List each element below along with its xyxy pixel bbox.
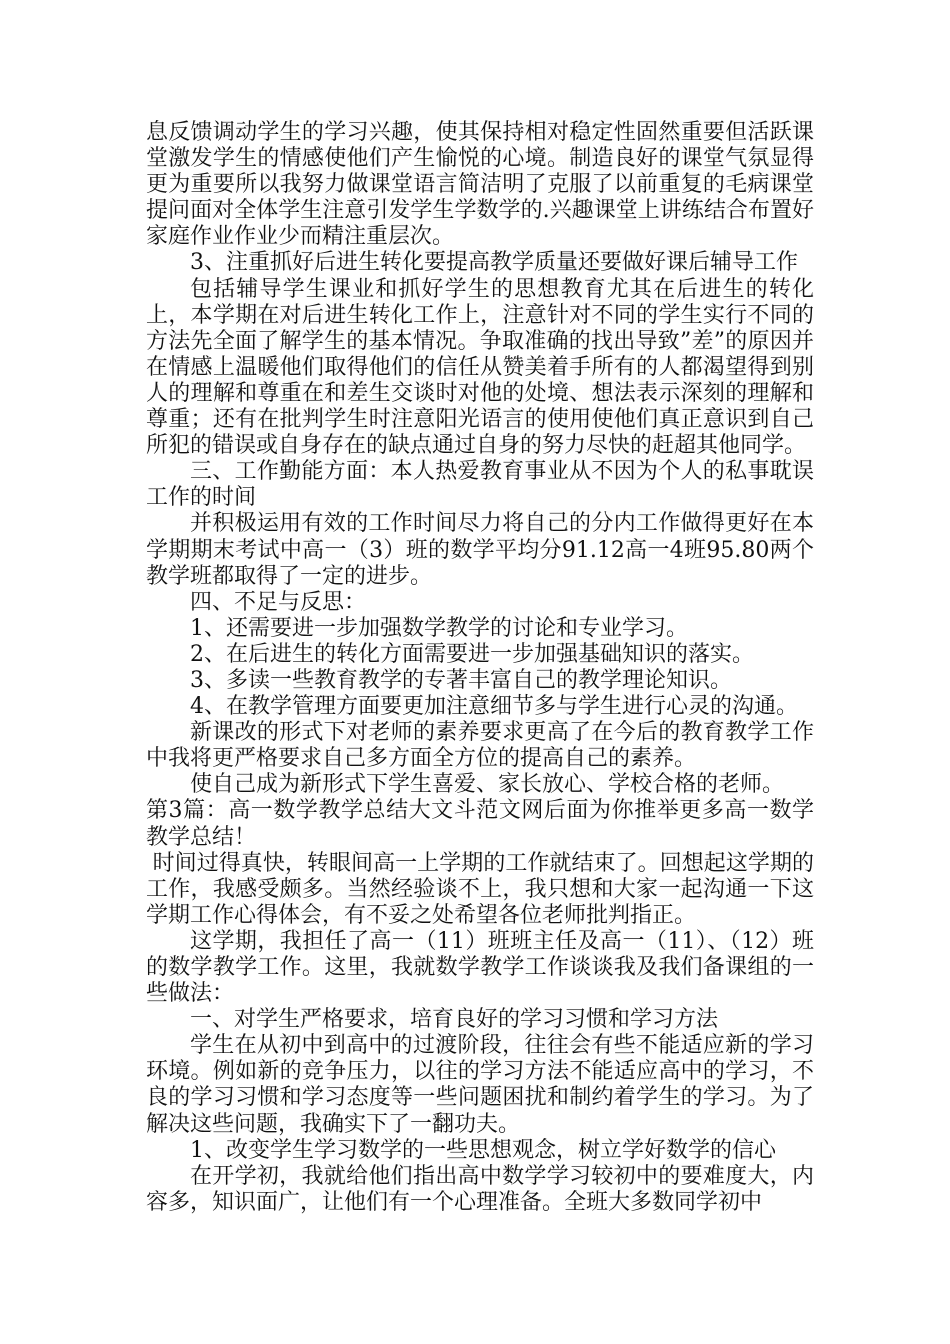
paragraph-19: 在开学初，我就给他们指出高中数学学习较初中的要难度大，内容多，知识面广，让他们有一个心理准备。全班大多数同学初中 xyxy=(146,1163,814,1215)
paragraph-8: 2、在后进生的转化方面需要进一步加强基础知识的落实。 xyxy=(190,641,754,667)
paragraph-14: 时间过得真快，转眼间高一上学期的工作就结束了。回想起这学期的工作，我感受颇多。当然经验谈不上，我只想和大家一起沟通一下这学期工作心得体会，有不妥之处希望各位老师批判指正。 xyxy=(146,850,814,928)
paragraph-3: 包括辅导学生课业和抓好学生的思想教育尤其在后进生的转化上，本学期在对后进生转化工作上，注意针对不同的学生实行不同的方法先全面了解学生的基本情况。争取准确的找出导致”差”的原因并在情感上温暖他们取得他们的信任从赞美着手所有的人都渴望得到别人的理解和尊重在和差生交谈时对他的处境、想法表示深刻的理解和尊重；还有在批判学生时注意阳光语言的使用使他们真正意识到自己所犯的错误或自身存在的缺点通过自身的努力尽快的赶超其他同学。 xyxy=(146,276,814,459)
document-body xyxy=(146,120,814,1216)
paragraph-4: 三、工作勤能方面：本人热爱教育事业从不因为个人的私事耽误工作的时间 xyxy=(146,459,814,511)
paragraph-9: 3、多读一些教育教学的专著丰富自己的教学理论知识。 xyxy=(190,667,732,693)
paragraph-10: 4、在教学管理方面要更加注意细节多与学生进行心灵的沟通。 xyxy=(190,694,798,720)
paragraph-2: 3、注重抓好后进生转化要提高教学质量还要做好课后辅导工作 xyxy=(190,250,798,276)
paragraph-16: 一、对学生严格要求，培育良好的学习习惯和学习方法 xyxy=(190,1007,719,1033)
paragraph-17: 学生在从初中到高中的过渡阶段，往往会有些不能适应新的学习环境。例如新的竞争压力，以往的学习方法不能适应高中的学习，不良的学习习惯和学习态度等一些问题困扰和制约着学生的学习。为了解决这些问题，我确实下了一翻功夫。 xyxy=(146,1033,814,1137)
paragraph-18: 1、改变学生学习数学的一些思想观念，树立学好数学的信心 xyxy=(190,1137,776,1163)
paragraph-5: 并积极运用有效的工作时间尽力将自己的分内工作做得更好在本学期期末考试中高一（3）班的数学平均分91.12高一4班95.80两个教学班都取得了一定的进步。 xyxy=(146,511,814,589)
paragraph-15: 这学期，我担任了高一（11）班班主任及高一（11）、（12）班的数学教学工作。这里，我就数学教学工作谈谈我及我们备课组的一些做法： xyxy=(146,928,814,1007)
paragraph-12: 使自己成为新形式下学生喜爱、家长放心、学校合格的老师。 xyxy=(190,772,785,798)
paragraph-11: 新课改的形式下对老师的素养要求更高了在今后的教育教学工作中我将更严格要求自己多方面全方位的提高自己的素养。 xyxy=(146,720,814,772)
paragraph-6: 四、不足与反思： xyxy=(190,589,367,615)
paragraph-7: 1、还需要进一步加强数学教学的讨论和专业学习。 xyxy=(190,615,688,641)
paragraph-1: 息反馈调动学生的学习兴趣，使其保持相对稳定性固然重要但活跃课堂激发学生的情感使他们产生愉悦的心境。制造良好的课堂气氛显得更为重要所以我努力做课堂语言简洁明了克服了以前重复的毛病课堂提问面对全体学生注意引发学生学数学的.兴趣课堂上讲练结合布置好家庭作业作业少而精注重层次。 xyxy=(146,120,814,250)
section-heading: 第3篇：高一数学教学总结大文斗范文网后面为你推举更多高一数学教学总结！ xyxy=(146,798,814,850)
